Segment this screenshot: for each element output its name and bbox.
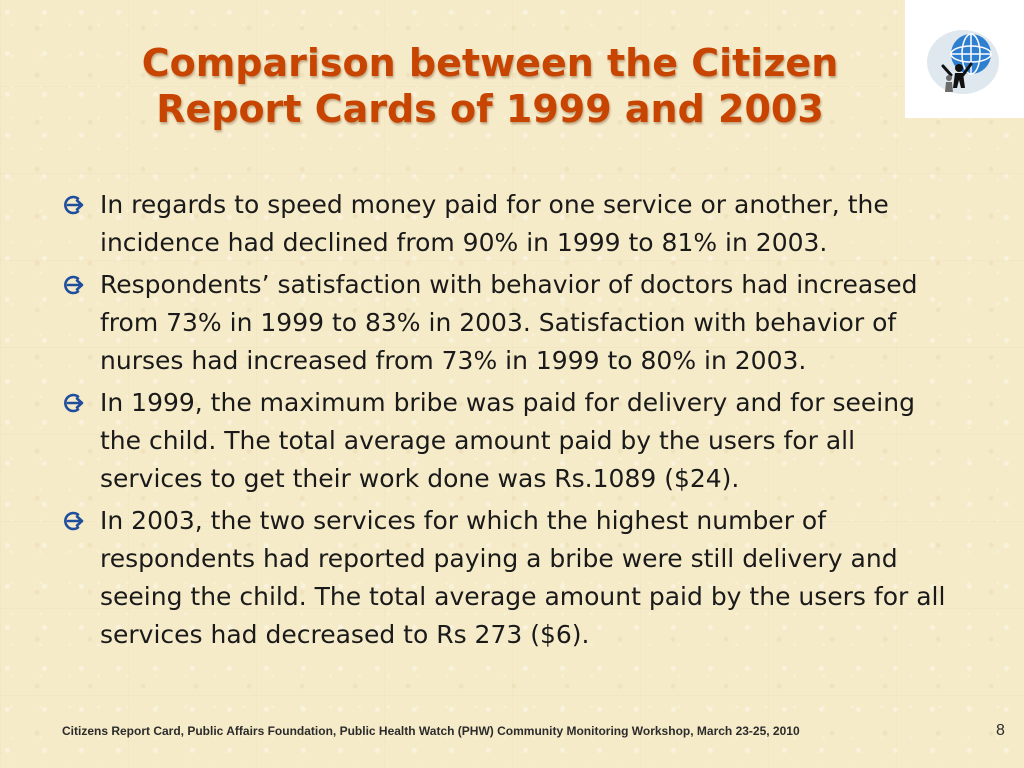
bullet-item xyxy=(62,186,962,262)
circled-arrow-icon xyxy=(62,384,100,418)
bullet-text: In 2003, the two services for which the highest number of respondents had reported paying a bribe were still delivery and seeing the child. The total average amount paid by the users for all services had decreased to Rs 273 ($6). xyxy=(100,506,946,649)
bullet-text: Respondents’ satisfaction with behavior of doctors had increased from 73% in 1999 to 83% in 2003. Satisfaction with behavior of nurses had increased from 73% in 1999 to 80% in 2003. xyxy=(100,270,918,375)
slide-title-line-2: Report Cards of 1999 and 2003 xyxy=(156,87,824,131)
footer-text: Citizens Report Card, Public Affairs Foundation, Public Health Watch (PHW) Community Monitoring Workshop, March 23-25, 2010 xyxy=(62,724,800,738)
circled-arrow-icon xyxy=(62,266,100,300)
globe-people-logo-icon xyxy=(921,18,1007,98)
bullet-item xyxy=(62,384,962,498)
bullet-text: In 1999, the maximum bribe was paid for delivery and for seeing the child. The total average amount paid by the users for all services to get their work done was Rs.1089 ($24). xyxy=(100,388,915,493)
circled-arrow-icon xyxy=(62,502,100,536)
slide-title xyxy=(60,40,920,132)
bullet-list xyxy=(62,186,962,658)
circled-arrow-icon xyxy=(62,186,100,220)
page-number: 8 xyxy=(996,722,1005,739)
bullet-item xyxy=(62,502,962,654)
slide-title-line-1: Comparison between the Citizen xyxy=(141,41,839,85)
bullet-item xyxy=(62,266,962,380)
logo xyxy=(905,0,1024,118)
bullet-text: In regards to speed money paid for one service or another, the incidence had declined from 90% in 1999 to 81% in 2003. xyxy=(100,190,889,257)
